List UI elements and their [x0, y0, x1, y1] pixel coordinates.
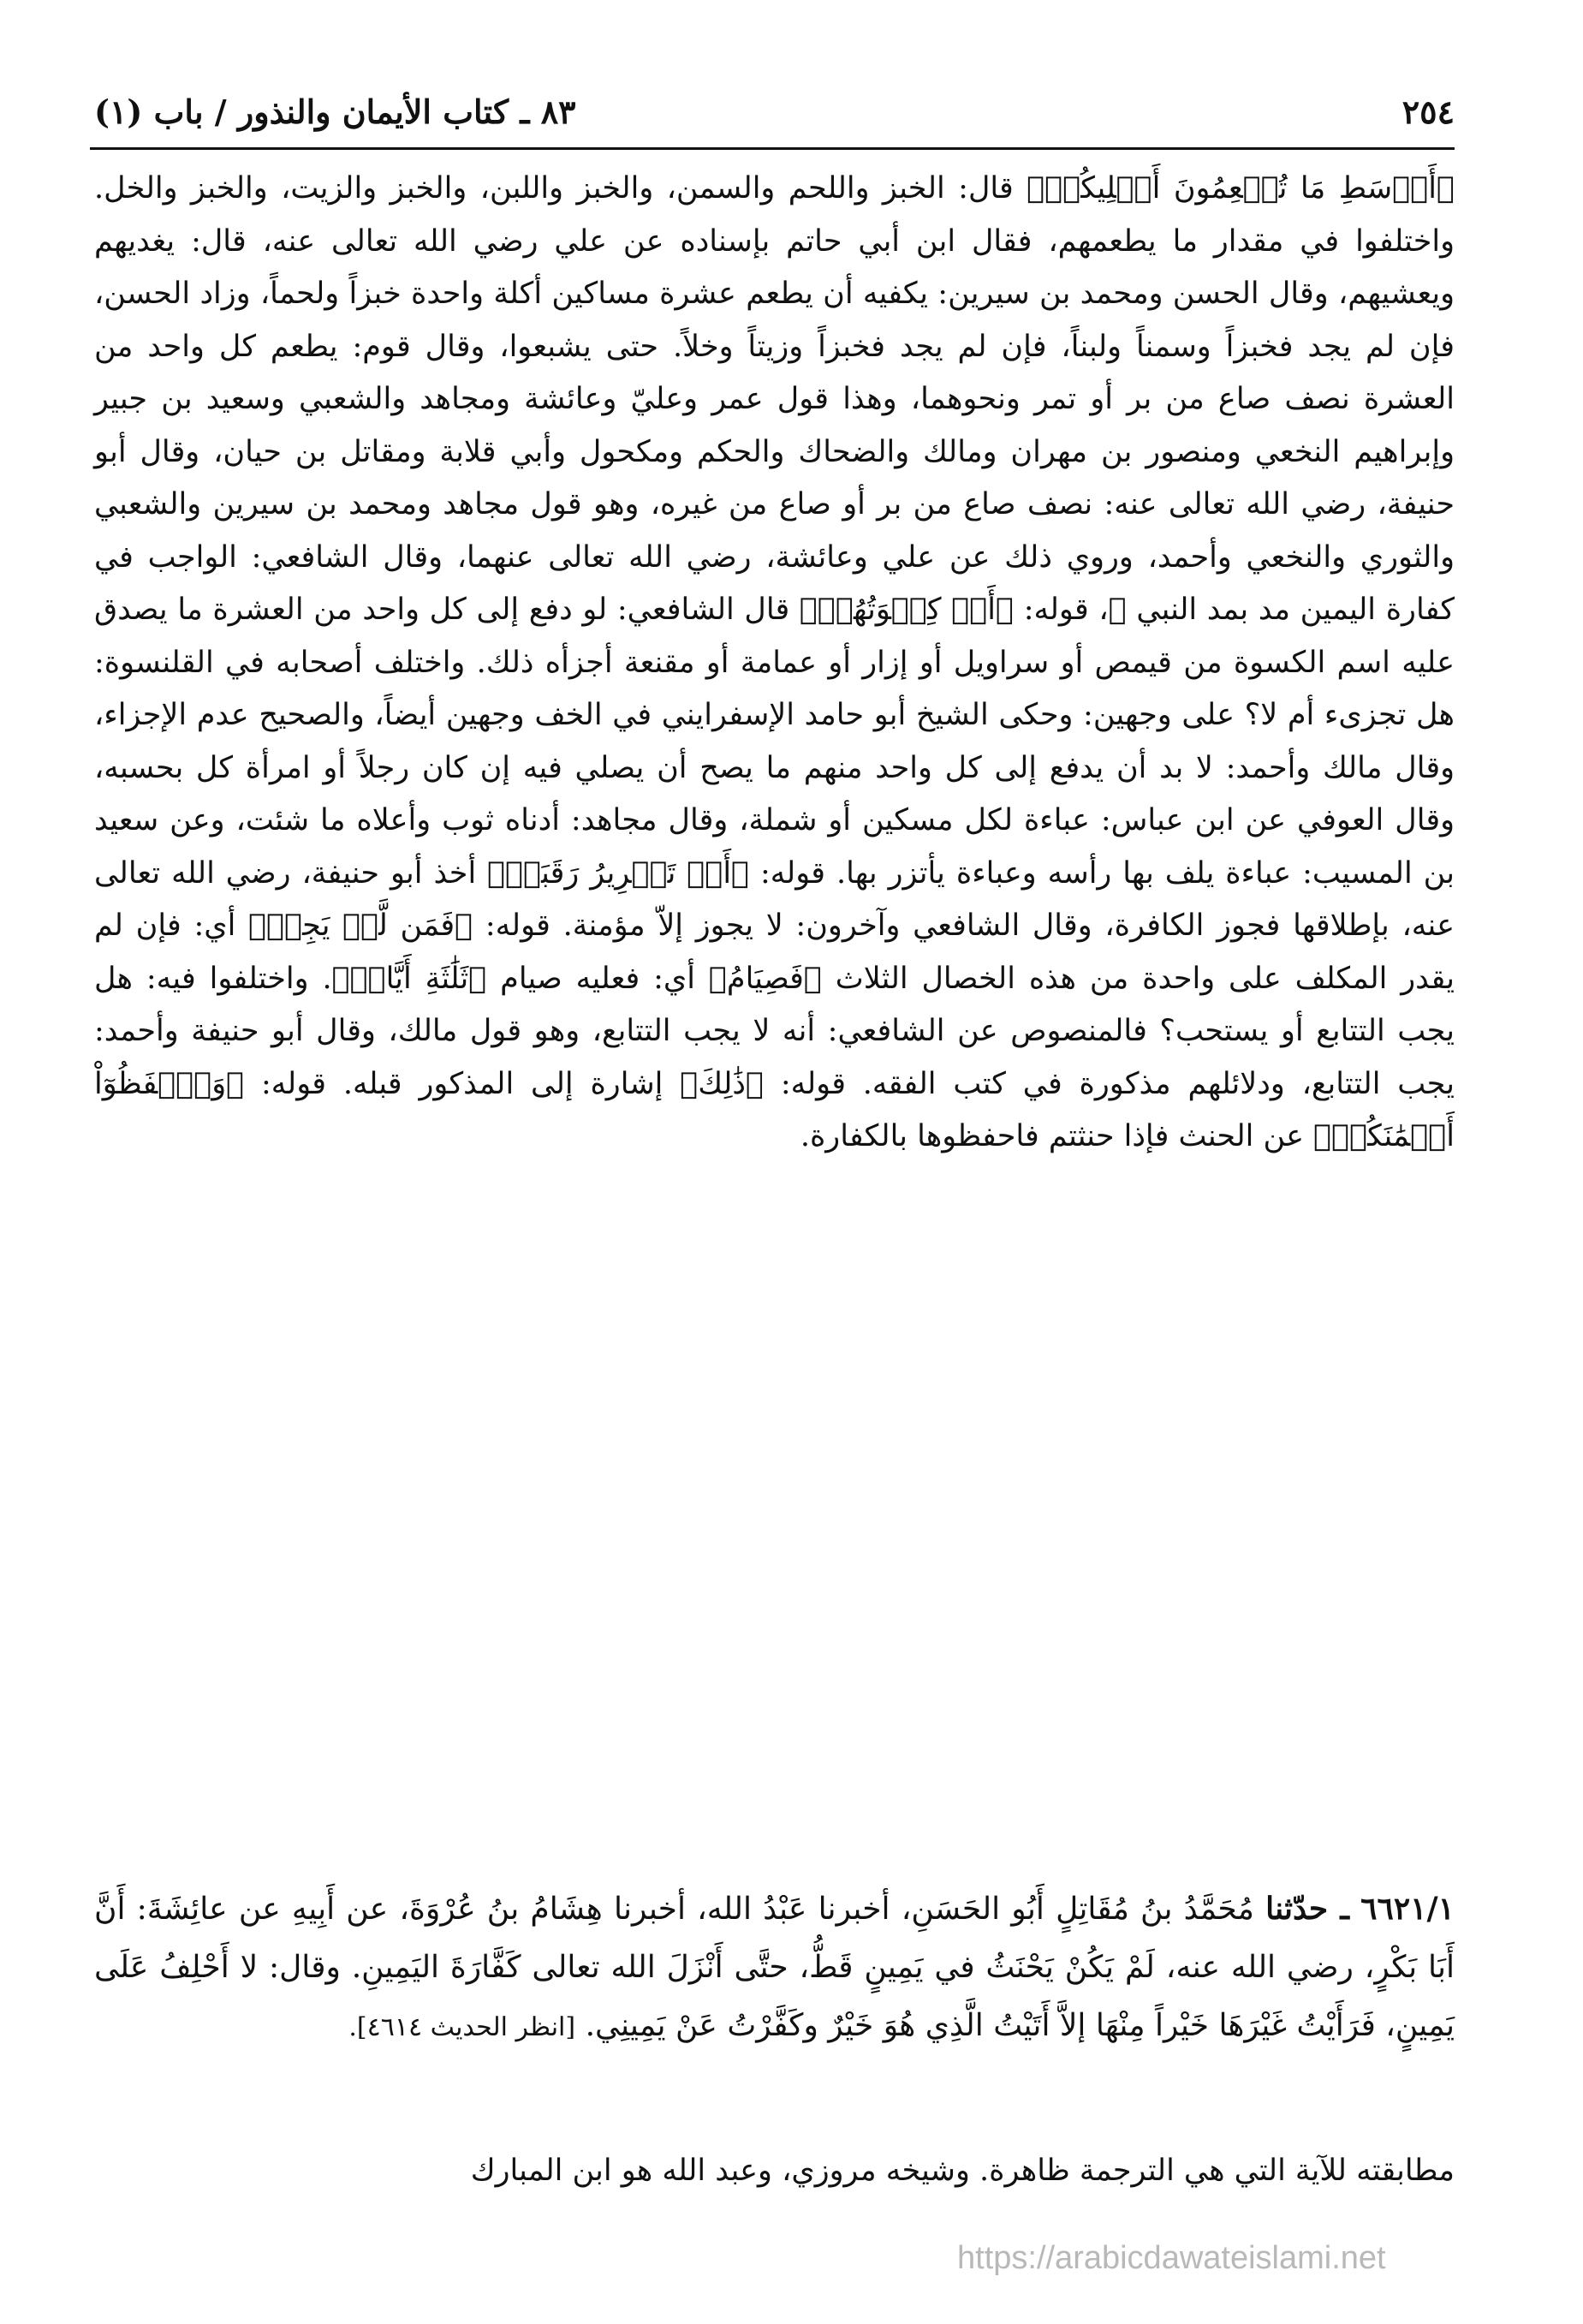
commentary-body: [94, 163, 1455, 1164]
hadith-commentary: [94, 2145, 1455, 2196]
header-divider: [90, 147, 1455, 150]
page-number: ٢٥٤: [1401, 92, 1455, 131]
hadith-lead: ـ حدّثنا: [1265, 1891, 1349, 1927]
hadith-block: [94, 1880, 1455, 2057]
running-title: ٨٣ ـ كتاب الأيمان والنذور / باب (١): [94, 92, 576, 131]
hadith-reference: [انظر الحديث ٤٦١٤].: [348, 2012, 576, 2042]
commentary-line: مطابقته للآية التي هي الترجمة ظاهرة. وشيخه مروزي، وعبد الله هو ابن المبارك: [470, 2154, 1455, 2188]
page-header: [94, 81, 1455, 141]
hadith-number: ٦٦٢١/١: [1360, 1891, 1455, 1927]
hadith-paragraph: [94, 1880, 1455, 2057]
site-watermark: https://arabicdawateislami.net: [957, 2240, 1386, 2276]
hadith-text: مُحَمَّدُ بنُ مُقَاتِلٍ أَبُو الحَسَنِ، أخبرنا عَبْدُ الله، أخبرنا هِشَامُ بنُ عُرْوَةَ، عن أَبِيهِ عن عائِشَةَ: أَنَّ أَبَا بَكْرٍ، رضي الله عنه، لَمْ يَكُنْ يَحْنَثُ في يَمِينٍ قَطُّ، حتَّى أَنْزَلَ الله تعالى كَفَّارَةَ اليَمِينِ. وقال: لا أَحْلِفُ عَلَى يَمِينٍ، فَرَأَيْتُ غَيْرَهَا خَيْراً مِنْهَا إلاَّ أَتَيْتُ الَّذِي هُوَ خَيْرٌ وكَفَّرْتُ عَنْ يَمِينِي.: [94, 1892, 1455, 2043]
body-paragraph: ﴿أَوۡسَطِ مَا تُطۡعِمُونَ أَهۡلِيكُمۡ﴾ قال: الخبز واللحم والسمن، والخبز واللبن، والخبز والزيت، والخبز والخل. واختلفوا في مقدار ما يطعمهم، فقال ابن أبي حاتم بإسناده عن علي رضي الله تعالى عنه، قال: يغديهم ويعشيهم، وقال الحسن ومحمد بن سيرين: يكفيه أن يطعم عشرة مساكين أكلة واحدة خبزاً ولحماً، وزاد الحسن، فإن لم يجد فخبزاً وسمناً ولبناً، فإن لم يجد فخبزاً وزيتاً وخلاً. حتى يشبعوا، وقال قوم: يطعم كل واحد من العشرة نصف صاع من بر أو تمر ونحوهما، وهذا قول عمر وعليّ وعائشة ومجاهد والشعبي وسعيد بن جبير وإبراهيم النخعي ومنصور بن مهران ومالك والضحاك والحكم ومكحول وأبي قلابة ومقاتل بن حيان، وقال أبو حنيفة، رضي الله تعالى عنه: نصف صاع من بر أو صاع من غيره، وهو قول مجاهد ومحمد بن سيرين والشعبي والثوري والنخعي وأحمد، وروي ذلك عن علي وعائشة، رضي الله تعالى عنهما، وقال الشافعي: الواجب في كفارة اليمين مد بمد النبي ﷺ، قوله: ﴿أَوۡ كِسۡوَتُهُمۡ﴾ قال الشافعي: لو دفع إلى كل واحد من العشرة ما يصدق عليه اسم الكسوة من قيمص أو سراويل أو إزار أو عمامة أو مقنعة أجزأه ذلك. واختلف أصحابه في القلنسوة: هل تجزىء أم لا؟ على وجهين: وحكى الشيخ أبو حامد الإسفرايني في الخف وجهين أيضاً، والصحيح عدم الإجزاء، وقال مالك وأحمد: لا بد أن يدفع إلى كل واحد منهم ما يصح أن يصلي فيه إن كان رجلاً أو امرأة كل بحسبه، وقال العوفي عن ابن عباس: عباءة لكل مسكين أو شملة، وقال مجاهد: أدناه ثوب وأعلاه ما شئت، وعن سعيد بن المسيب: عباءة يلف بها رأسه وعباءة يأتزر بها. قوله: ﴿أَوۡ تَحۡرِيرُ رَقَبَةٖ﴾ أخذ أبو حنيفة، رضي الله تعالى عنه، بإطلاقها فجوز الكافرة، وقال الشافعي وآخرون: لا يجوز إلاّ مؤمنة. قوله: ﴿فَمَن لَّمۡ يَجِدۡ﴾ أي: فإن لم يقدر المكلف على واحدة من هذه الخصال الثلاث ﴿فَصِيَامُ﴾ أي: فعليه صيام ﴿ثَلَٰثَةِ أَيَّامٖ﴾. واختلفوا فيه: هل يجب التتابع أو يستحب؟ فالمنصوص عن الشافعي: أنه لا يجب التتابع، وهو قول مالك، وقال أبو حنيفة وأحمد: يجب التتابع، ودلائلهم مذكورة في كتب الفقه. قوله: ﴿ذَٰلِكَ﴾ إشارة إلى المذكور قبله. قوله: ﴿وَٱحۡفَظُوٓاْ أَيۡمَٰنَكُمۡ﴾ عن الحنث فإذا حنثتم فاحفظوها بالكفارة.: [94, 171, 1455, 1153]
